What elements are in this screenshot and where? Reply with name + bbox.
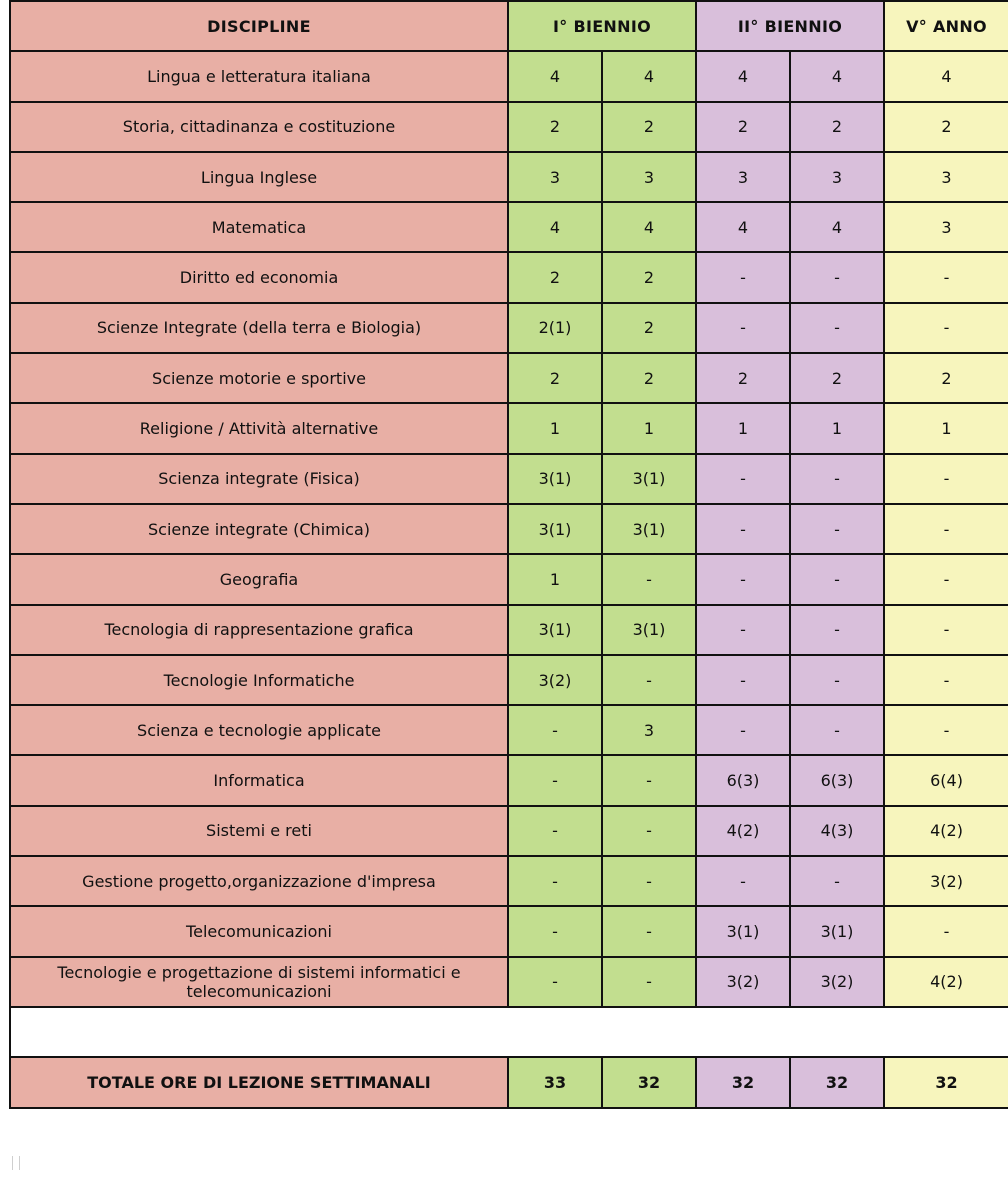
hours-cell: - — [508, 705, 602, 755]
hours-cell: 3 — [884, 152, 1008, 202]
total-cell: 32 — [602, 1057, 696, 1107]
hours-cell: 3(1) — [602, 504, 696, 554]
hours-cell: 3(1) — [790, 906, 884, 956]
hours-cell: - — [884, 605, 1008, 655]
hours-cell: 2 — [884, 353, 1008, 403]
hours-cell: - — [508, 806, 602, 856]
hours-cell: 3 — [602, 152, 696, 202]
discipline-name: Scienze motorie e sportive — [10, 353, 508, 403]
hours-cell: - — [508, 755, 602, 805]
hours-cell: - — [790, 504, 884, 554]
hours-cell: - — [696, 605, 790, 655]
hours-cell: 4 — [790, 202, 884, 252]
hours-cell: - — [696, 454, 790, 504]
hours-cell: 1 — [696, 403, 790, 453]
hours-cell: - — [884, 554, 1008, 604]
discipline-name: Scienze integrate (Chimica) — [10, 504, 508, 554]
discipline-name: Sistemi e reti — [10, 806, 508, 856]
curriculum-hours-table — [9, 0, 1008, 1109]
hours-cell: - — [696, 554, 790, 604]
hours-cell: 3 — [508, 152, 602, 202]
table-row — [10, 605, 1008, 655]
hours-cell: - — [884, 303, 1008, 353]
hours-cell: - — [884, 906, 1008, 956]
hours-cell: - — [884, 504, 1008, 554]
hours-cell: 1 — [884, 403, 1008, 453]
hours-cell: - — [696, 504, 790, 554]
total-cell: 32 — [696, 1057, 790, 1107]
discipline-name: Tecnologie e progettazione di sistemi informatici e telecomunicazioni — [10, 957, 508, 1007]
hours-cell: 2 — [602, 252, 696, 302]
hours-cell: 2 — [602, 102, 696, 152]
hours-cell: 3(1) — [602, 605, 696, 655]
hours-cell: 3(1) — [508, 504, 602, 554]
hours-cell: 3(1) — [508, 605, 602, 655]
hours-cell: 1 — [508, 403, 602, 453]
hours-cell: - — [508, 906, 602, 956]
table-row — [10, 303, 1008, 353]
hours-cell: - — [602, 755, 696, 805]
total-cell: 32 — [884, 1057, 1008, 1107]
table-body — [10, 51, 1008, 1007]
table-row — [10, 906, 1008, 956]
hours-cell: 4 — [508, 202, 602, 252]
discipline-name: Lingua Inglese — [10, 152, 508, 202]
hours-cell: - — [884, 705, 1008, 755]
hours-cell: 4 — [602, 51, 696, 101]
hours-cell: 3 — [602, 705, 696, 755]
hours-cell: 3 — [696, 152, 790, 202]
hours-cell: 4 — [696, 202, 790, 252]
hours-cell: 6(3) — [790, 755, 884, 805]
hours-cell: - — [508, 957, 602, 1007]
hours-cell: 2 — [602, 303, 696, 353]
discipline-name: Religione / Attività alternative — [10, 403, 508, 453]
hours-cell: 3(1) — [602, 454, 696, 504]
table-row — [10, 705, 1008, 755]
hours-cell: 2 — [508, 102, 602, 152]
discipline-name: Gestione progetto,organizzazione d'impresa — [10, 856, 508, 906]
table-row — [10, 454, 1008, 504]
discipline-name: Geografia — [10, 554, 508, 604]
table-row — [10, 554, 1008, 604]
hours-cell: - — [602, 957, 696, 1007]
discipline-name: Telecomunicazioni — [10, 906, 508, 956]
hours-cell: - — [602, 554, 696, 604]
table-row — [10, 403, 1008, 453]
hours-cell: 2 — [696, 102, 790, 152]
discipline-name: Informatica — [10, 755, 508, 805]
discipline-name: Diritto ed economia — [10, 252, 508, 302]
table-row — [10, 102, 1008, 152]
hours-cell: - — [696, 856, 790, 906]
hours-cell: 3(1) — [508, 454, 602, 504]
spacer-row — [10, 1007, 1008, 1057]
hours-cell: 2 — [696, 353, 790, 403]
hours-cell: 2(1) — [508, 303, 602, 353]
hours-cell: - — [696, 303, 790, 353]
hours-cell: - — [884, 252, 1008, 302]
hours-cell: 2 — [790, 102, 884, 152]
hours-cell: - — [790, 655, 884, 705]
table-row — [10, 353, 1008, 403]
hours-cell: - — [884, 655, 1008, 705]
total-label: TOTALE ORE DI LEZIONE SETTIMANALI — [10, 1057, 508, 1107]
hours-cell: 1 — [790, 403, 884, 453]
total-cell: 33 — [508, 1057, 602, 1107]
discipline-name: Scienza integrate (Fisica) — [10, 454, 508, 504]
header-row — [10, 1, 1008, 51]
hours-cell: 1 — [602, 403, 696, 453]
hours-cell: 2 — [602, 353, 696, 403]
total-row — [10, 1057, 1008, 1107]
total-cell: 32 — [790, 1057, 884, 1107]
hours-cell: 4 — [602, 202, 696, 252]
hours-cell: - — [790, 252, 884, 302]
hours-cell: 4(2) — [884, 957, 1008, 1007]
hours-cell: 4 — [884, 51, 1008, 101]
hours-cell: 4 — [696, 51, 790, 101]
hours-cell: - — [696, 655, 790, 705]
hours-cell: 1 — [508, 554, 602, 604]
discipline-name: Storia, cittadinanza e costituzione — [10, 102, 508, 152]
discipline-name: Matematica — [10, 202, 508, 252]
hours-cell: - — [602, 655, 696, 705]
hours-cell: 3(1) — [696, 906, 790, 956]
hours-cell: 4 — [508, 51, 602, 101]
hours-cell: 2 — [884, 102, 1008, 152]
hours-cell: 4(2) — [696, 806, 790, 856]
hours-cell: 2 — [790, 353, 884, 403]
hours-cell: 4(2) — [884, 806, 1008, 856]
hours-cell: 3(2) — [696, 957, 790, 1007]
header-anno-5: V° ANNO — [884, 1, 1008, 51]
spacer-cell — [10, 1007, 1008, 1057]
hours-cell: - — [508, 856, 602, 906]
hours-cell: - — [696, 252, 790, 302]
table-row — [10, 51, 1008, 101]
hours-cell: - — [790, 705, 884, 755]
hours-cell: - — [790, 605, 884, 655]
table-row — [10, 806, 1008, 856]
hours-cell: 4 — [790, 51, 884, 101]
discipline-name: Scienza e tecnologie applicate — [10, 705, 508, 755]
table-row — [10, 252, 1008, 302]
table-row — [10, 202, 1008, 252]
hours-cell: - — [790, 454, 884, 504]
hours-cell: 3(2) — [884, 856, 1008, 906]
table-row — [10, 152, 1008, 202]
table-row — [10, 957, 1008, 1007]
hours-cell: 6(4) — [884, 755, 1008, 805]
hours-cell: - — [696, 705, 790, 755]
discipline-name: Tecnologia di rappresentazione grafica — [10, 605, 508, 655]
hours-cell: - — [884, 454, 1008, 504]
table-row — [10, 655, 1008, 705]
hours-cell: - — [790, 554, 884, 604]
header-biennio-2: II° BIENNIO — [696, 1, 884, 51]
table-row — [10, 504, 1008, 554]
discipline-name: Tecnologie Informatiche — [10, 655, 508, 705]
discipline-name: Scienze Integrate (della terra e Biologia) — [10, 303, 508, 353]
hours-cell: 4(3) — [790, 806, 884, 856]
hours-cell: 2 — [508, 353, 602, 403]
hours-cell: - — [602, 856, 696, 906]
hours-cell: 2 — [508, 252, 602, 302]
header-discipline: DISCIPLINE — [10, 1, 508, 51]
hours-cell: 3(2) — [508, 655, 602, 705]
hours-cell: 3 — [790, 152, 884, 202]
hours-cell: 3 — [884, 202, 1008, 252]
table-row — [10, 755, 1008, 805]
hours-cell: 6(3) — [696, 755, 790, 805]
hours-cell: - — [602, 906, 696, 956]
hours-cell: - — [790, 303, 884, 353]
page-edge-mark — [12, 1156, 20, 1170]
hours-cell: 3(2) — [790, 957, 884, 1007]
header-biennio-1: I° BIENNIO — [508, 1, 696, 51]
discipline-name: Lingua e letteratura italiana — [10, 51, 508, 101]
hours-cell: - — [602, 806, 696, 856]
hours-cell: - — [790, 856, 884, 906]
table-row — [10, 856, 1008, 906]
